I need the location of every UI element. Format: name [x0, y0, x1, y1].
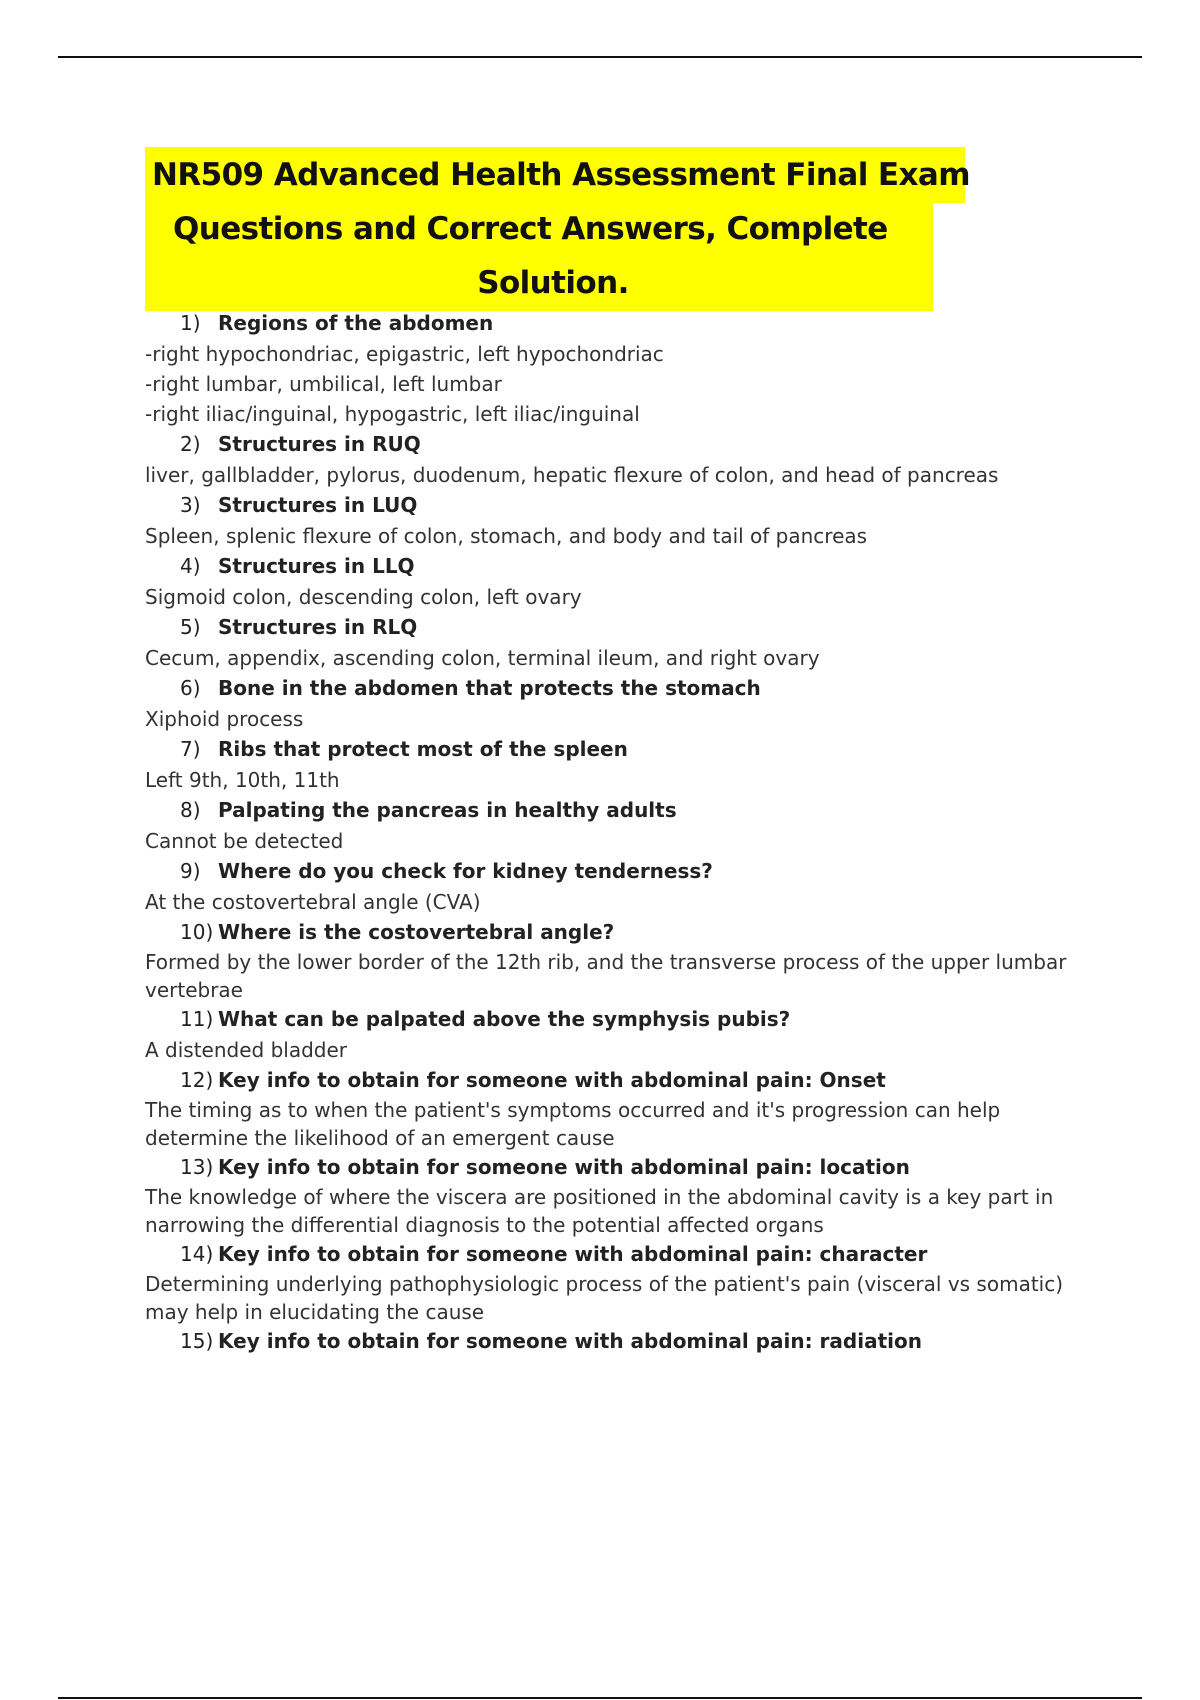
answer-line: A distended bladder — [145, 1038, 348, 1062]
answer-line: Cecum, appendix, ascending colon, terminal ileum, and right ovary — [145, 646, 820, 670]
answer-line: Sigmoid colon, descending colon, left ovary — [145, 585, 582, 609]
answer-line: Determining underlying pathophysiologic process of the patient's pain (visceral vs somatic) may help in elucidating the cause — [145, 1272, 1064, 1324]
question — [145, 734, 1105, 765]
answer-line: The knowledge of where the viscera are positioned in the abdominal cavity is a key part in narrowing the differential diagnosis to the potential affected organs — [145, 1185, 1054, 1237]
top-rule — [58, 56, 1142, 58]
title-line-1: NR509 Advanced Health Assessment Final Exam — [145, 147, 965, 203]
qa-item — [145, 308, 1105, 429]
question-text: Regions of the abdomen — [218, 311, 494, 335]
question — [145, 1004, 1105, 1035]
answer-line: Xiphoid process — [145, 707, 304, 731]
qa-item — [145, 795, 1105, 856]
question-number: 15) — [180, 1329, 214, 1353]
question-number: 2) — [180, 432, 201, 456]
question-text: Bone in the abdomen that protects the stomach — [218, 676, 761, 700]
question — [145, 1239, 1105, 1270]
answer-line: Spleen, splenic flexure of colon, stomach, and body and tail of pancreas — [145, 524, 868, 548]
answer-line: -right lumbar, umbilical, left lumbar — [145, 372, 502, 396]
qa-item — [145, 1065, 1105, 1152]
question-number: 6) — [180, 676, 201, 700]
question-text: Key info to obtain for someone with abdominal pain: radiation — [218, 1329, 922, 1353]
answer-line: At the costovertebral angle (CVA) — [145, 890, 481, 914]
question-number: 8) — [180, 798, 201, 822]
qa-item — [145, 429, 1105, 490]
title-line-3: Solution. — [145, 255, 933, 311]
question-number: 1) — [180, 311, 201, 335]
question-text: Structures in RLQ — [218, 615, 418, 639]
question-text: Where is the costovertebral angle? — [218, 920, 615, 944]
question-text: Ribs that protect most of the spleen — [218, 737, 628, 761]
answer-line: liver, gallbladder, pylorus, duodenum, hepatic flexure of colon, and head of pancreas — [145, 463, 999, 487]
qa-item — [145, 856, 1105, 917]
question — [145, 551, 1105, 582]
answer-line: Formed by the lower border of the 12th rib, and the transverse process of the upper lumbar vertebrae — [145, 950, 1067, 1002]
question-text: What can be palpated above the symphysis pubis? — [218, 1007, 791, 1031]
answer-line: Cannot be detected — [145, 829, 344, 853]
qa-item — [145, 1326, 1105, 1357]
qa-item — [145, 917, 1105, 1004]
question — [145, 856, 1105, 887]
question-text: Key info to obtain for someone with abdominal pain: location — [218, 1155, 910, 1179]
question — [145, 1326, 1105, 1357]
question — [145, 490, 1105, 521]
question-text: Key info to obtain for someone with abdominal pain: character — [218, 1242, 928, 1266]
answer-line: Left 9th, 10th, 11th — [145, 768, 340, 792]
question-number: 9) — [180, 859, 201, 883]
question-number: 12) — [180, 1068, 214, 1092]
qa-item — [145, 551, 1105, 612]
question-text: Key info to obtain for someone with abdominal pain: Onset — [218, 1068, 886, 1092]
question — [145, 1152, 1105, 1183]
qa-item — [145, 490, 1105, 551]
qa-item — [145, 1239, 1105, 1326]
question — [145, 917, 1105, 948]
answer-line: -right iliac/inguinal, hypogastric, left iliac/inguinal — [145, 402, 640, 426]
question-number: 4) — [180, 554, 201, 578]
question — [145, 795, 1105, 826]
question-text: Structures in LUQ — [218, 493, 418, 517]
question-number: 11) — [180, 1007, 214, 1031]
answer-line: The timing as to when the patient's symptoms occurred and it's progression can help determine the likelihood of an emergent cause — [145, 1098, 1001, 1150]
question — [145, 612, 1105, 643]
question-text: Structures in RUQ — [218, 432, 421, 456]
question-text: Palpating the pancreas in healthy adults — [218, 798, 677, 822]
question-text: Where do you check for kidney tenderness? — [218, 859, 713, 883]
question — [145, 308, 1105, 339]
qa-item — [145, 612, 1105, 673]
qa-item — [145, 1152, 1105, 1239]
question-number: 3) — [180, 493, 201, 517]
question — [145, 673, 1105, 704]
title-line-2: Questions and Correct Answers, Complete — [145, 201, 933, 257]
question-text: Structures in LLQ — [218, 554, 415, 578]
question-number: 10) — [180, 920, 214, 944]
qa-list — [145, 308, 1105, 1357]
question — [145, 429, 1105, 460]
qa-item — [145, 673, 1105, 734]
question-number: 5) — [180, 615, 201, 639]
question-number: 13) — [180, 1155, 214, 1179]
qa-item — [145, 734, 1105, 795]
answer-line: -right hypochondriac, epigastric, left hypochondriac — [145, 342, 664, 366]
question-number: 7) — [180, 737, 201, 761]
qa-item — [145, 1004, 1105, 1065]
question — [145, 1065, 1105, 1096]
bottom-rule — [58, 1697, 1142, 1699]
question-number: 14) — [180, 1242, 214, 1266]
